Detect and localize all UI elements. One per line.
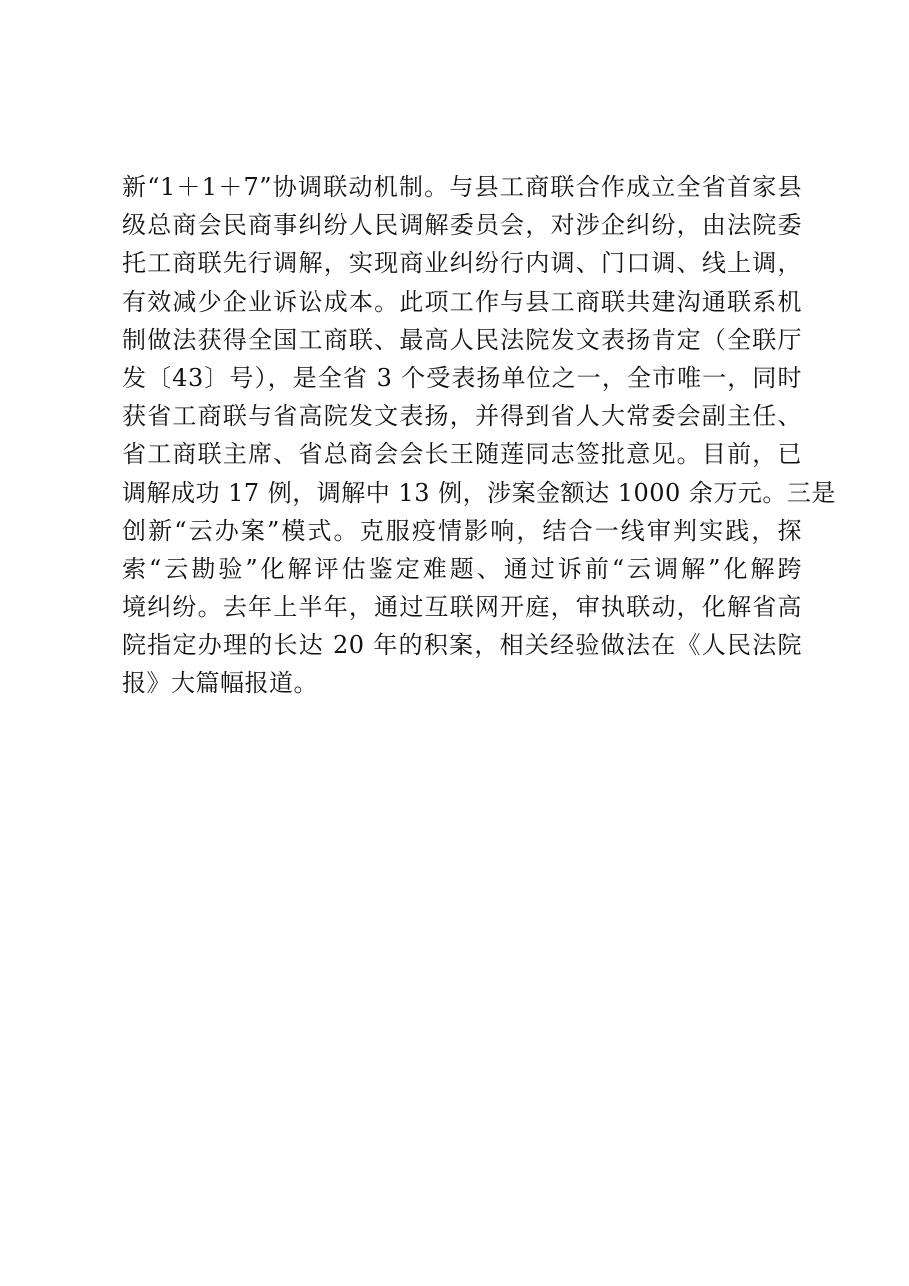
paragraph-line: 新“1＋1＋7”协调联动机制。与县工商联合作成立全省首家县 <box>122 173 802 201</box>
body-paragraph <box>122 168 836 703</box>
paragraph-line: 发〔43〕号），是全省 3 个受表扬单位之一，全市唯一，同时 <box>122 363 802 392</box>
paragraph-line: 索“云勘验”化解评估鉴定难题、通过诉前“云调解”化解跨 <box>122 554 802 583</box>
paragraph-line: 报》大篇幅报道。 <box>122 669 318 698</box>
paragraph-line: 创新“云办案”模式。克服疫情影响，结合一线审判实践，探 <box>122 516 802 545</box>
paragraph-line: 获省工商联与省高院发文表扬，并得到省人大常委会副主任、 <box>122 402 802 431</box>
paragraph-line: 级总商会民商事纠纷人民调解委员会，对涉企纠纷，由法院委 <box>122 211 802 240</box>
paragraph-line: 省工商联主席、省总商会会长王随莲同志签批意见。目前，已 <box>122 440 802 469</box>
paragraph-line: 境纠纷。去年上半年，通过互联网开庭，审执联动，化解省高 <box>122 593 802 622</box>
paragraph-line: 有效减少企业诉讼成本。此项工作与县工商联共建沟通联系机 <box>122 287 802 316</box>
paragraph-line: 托工商联先行调解，实现商业纠纷行内调、门口调、线上调， <box>122 249 802 278</box>
paragraph-line: 制做法获得全国工商联、最高人民法院发文表扬肯定（全联厅 <box>122 325 802 354</box>
paragraph-line: 调解成功 17 例，调解中 13 例，涉案金额达 1000 余万元。三是 <box>122 478 836 507</box>
paragraph-line: 院指定办理的长达 20 年的积案，相关经验做法在《人民法院 <box>122 631 802 660</box>
